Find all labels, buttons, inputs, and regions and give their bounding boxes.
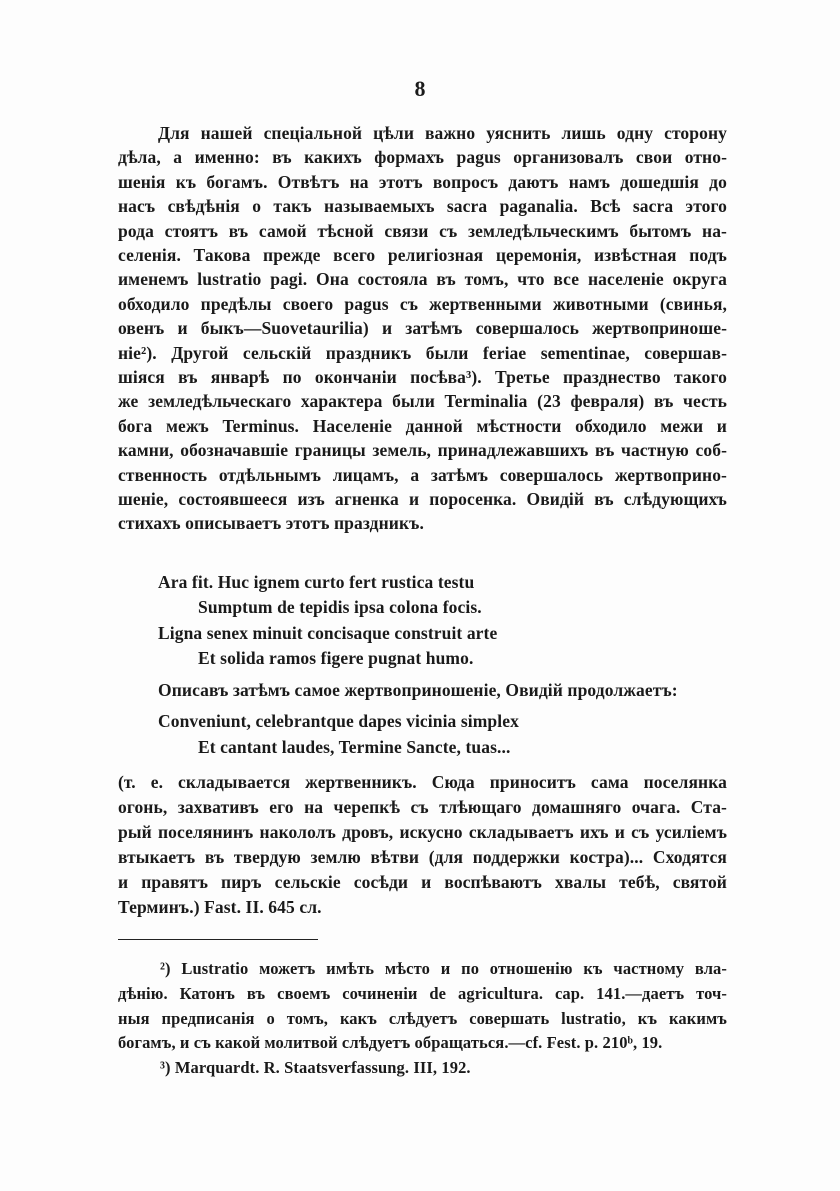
translation-line: рый поселянинъ накололъ дровъ, искусно складываетъ ихъ и съ усиліемъ <box>118 822 727 842</box>
body-line: именемъ lustratio pagi. Она состояла въ томъ, что все населеніе округа <box>118 269 727 290</box>
body-line: ственность отдѣльнымъ лицамъ, а затѣмъ совершалось жертвоприно- <box>118 464 727 485</box>
footnote-line: ²) Lustratio можетъ имѣть мѣсто и по отношенію къ частному вла- <box>160 959 727 978</box>
verse-line: Et cantant laudes, Termine Sancte, tuas... <box>198 737 511 757</box>
body-line: бога межъ Terminus. Населеніе данной мѣстности обходило межи и <box>118 415 727 436</box>
translation-line: втыкаетъ въ твердую землю вѣтви (для поддержки костра)... Сходятся <box>118 847 727 867</box>
body-line: обходило предѣлы своего pagus съ жертвенными животными (свинья, <box>118 293 727 314</box>
verse-line: Ara fit. Huc ignem curto fert rustica testu <box>158 572 475 592</box>
body-line: камни, обозначавшіе границы земель, принадлежавшихъ въ частную соб- <box>118 440 727 461</box>
body-line: шеніе, состоявшееся изъ агненка и поросенка. Овидій въ слѣдующихъ <box>118 489 727 509</box>
footnote-line: ныя предписанія о томъ, какъ слѣдуетъ совершать lustratio, къ какимъ <box>118 1009 727 1028</box>
verse-line: Sumptum de tepidis ipsa colona focis. <box>198 597 482 617</box>
verse-line: Ligna senex minuit concisaque construit arte <box>158 623 498 643</box>
body-line: насъ свѣдѣнія о такъ называемыхъ sacra paganalia. Всѣ sacra этого <box>118 196 727 217</box>
footnote-line: ³) Marquardt. R. Staatsverfassung. III, 192. <box>160 1058 471 1077</box>
footnote-line: богамъ, и съ какой молитвой слѣдуетъ обращаться.—cf. Fest. p. 210ᵇ, 19. <box>118 1033 663 1052</box>
verse-line: Conveniunt, celebrantque dapes vicinia simplex <box>158 711 519 731</box>
footnote-line: дѣнію. Катонъ въ своемъ сочиненіи de agricultura. cap. 141.—даетъ точ- <box>118 984 727 1003</box>
body-line: дѣла, а именно: въ какихъ формахъ pagus организовалъ свои отно- <box>118 147 727 168</box>
bridge-line: Описавъ затѣмъ самое жертвоприношеніе, Овидій продолжаетъ: <box>158 680 678 700</box>
translation-line: Терминъ.) Fast. II. 645 сл. <box>118 897 322 917</box>
body-line: же земледѣльческаго характера были Terminalia (23 февраля) въ честь <box>118 391 727 412</box>
body-line: стихахъ описываетъ этотъ праздникъ. <box>118 513 424 534</box>
body-line: селенія. Такова прежде всего религіозная церемонія, извѣстная подъ <box>118 245 727 265</box>
verse-line: Et solida ramos figere pugnat humo. <box>198 648 474 668</box>
body-line: шіяся въ январѣ по окончаніи посѣва³). Третье празднество такого <box>118 367 727 387</box>
body-line: овенъ и быкъ—Suovetaurilia) и затѣмъ совершалось жертвоприноше- <box>118 318 727 339</box>
translation-line: огонь, захвативъ его на черепкѣ съ тлѣющаго домашняго очага. Ста- <box>118 797 727 817</box>
body-line: рода стоятъ въ самой тѣсной связи съ земледѣльческимъ бытомъ на- <box>118 220 727 241</box>
page-number: 8 <box>414 76 426 101</box>
translation-line: и правятъ пиръ сельскіе сосѣди и воспѣваютъ хвалы тебѣ, святой <box>118 872 727 892</box>
body-line: ніе²). Другой сельскій праздникъ были feriae sementinae, совершав- <box>118 342 727 363</box>
body-line: Для нашей спеціальной цѣли важно уяснить лишь одну сторону <box>158 123 727 143</box>
footnote-separator <box>118 939 318 940</box>
translation-line: (т. е. складывается жертвенникъ. Сюда приноситъ сама поселянка <box>118 772 727 792</box>
body-line: шенія къ богамъ. Отвѣтъ на этотъ вопросъ даютъ намъ дошедшія до <box>118 171 727 192</box>
